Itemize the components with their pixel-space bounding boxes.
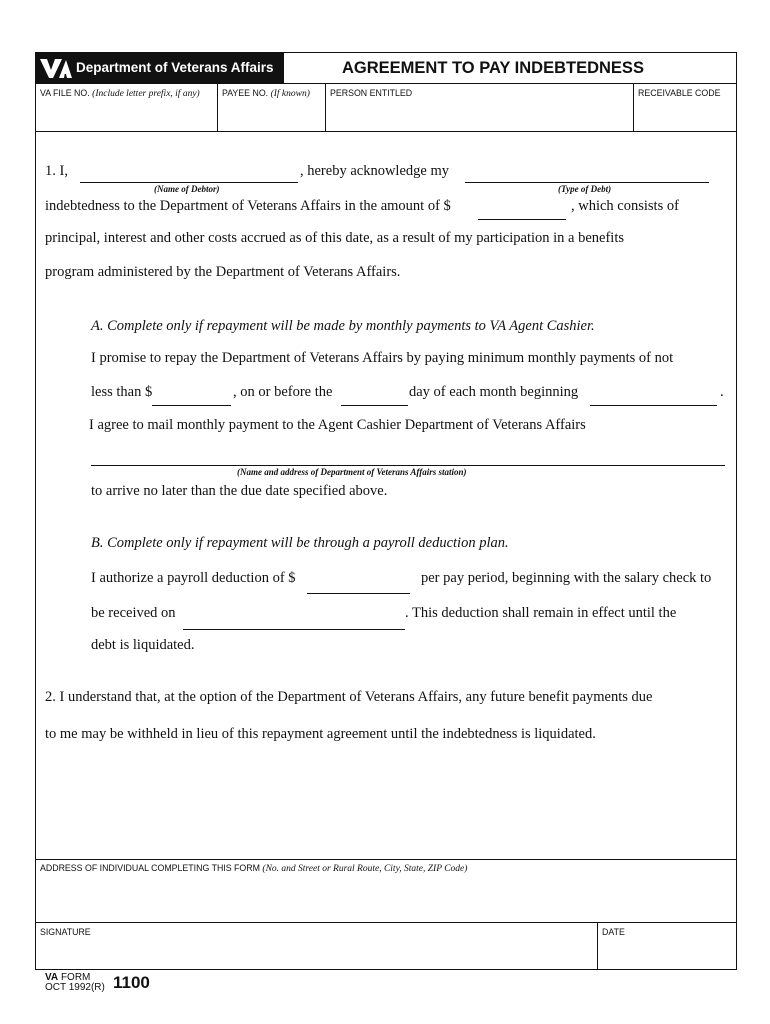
- option-a-each-month: day of each month beginning: [409, 384, 579, 400]
- option-b-heading: B. Complete only if repayment will be through a payroll deduction plan.: [91, 535, 509, 551]
- divider: [36, 131, 736, 132]
- section1-line4: program administered by the Department of Veterans Affairs.: [45, 264, 401, 280]
- option-b-received-on: be received on: [91, 605, 176, 621]
- divider: [36, 83, 736, 84]
- section1-acknowledge: , hereby acknowledge my: [300, 163, 449, 179]
- divider: [36, 922, 736, 923]
- va-file-no-label: VA FILE NO.: [40, 88, 90, 98]
- form-revision: OCT 1992(R): [45, 982, 105, 993]
- address-note: (No. and Street or Rural Route, City, State, ZIP Code): [262, 864, 468, 874]
- option-a-period: .: [720, 384, 724, 400]
- section1-consists-text: , which consists of: [571, 198, 679, 214]
- name-of-debtor-caption: (Name of Debtor): [154, 184, 220, 194]
- payee-no-field[interactable]: [222, 88, 310, 100]
- day-of-month-input[interactable]: [341, 405, 408, 406]
- section1-line3: principal, interest and other costs accrued as of this date, as a result of my participation in a benefits: [45, 230, 625, 246]
- salary-check-date-input[interactable]: [183, 629, 405, 630]
- address-field[interactable]: [40, 863, 467, 875]
- receivable-code-field[interactable]: RECEIVABLE CODE: [638, 88, 721, 98]
- debt-type-input[interactable]: [465, 182, 709, 183]
- section1-prefix: 1. I,: [45, 163, 68, 179]
- payee-no-label: PAYEE NO.: [222, 88, 269, 98]
- station-caption: (Name and address of Department of Veterans Affairs station): [237, 467, 467, 477]
- address-label: ADDRESS OF INDIVIDUAL COMPLETING THIS FORM: [40, 863, 260, 873]
- divider: [217, 83, 218, 131]
- form-frame: [35, 52, 737, 970]
- va-file-no-field[interactable]: [40, 88, 212, 100]
- option-b-authorize: I authorize a payroll deduction of $: [91, 570, 296, 586]
- signature-field[interactable]: SIGNATURE: [40, 927, 91, 937]
- divider: [597, 922, 598, 969]
- section2-line1: 2. I understand that, at the option of the Department of Veterans Affairs, any future benefit payments due: [45, 689, 653, 705]
- form-number: 1100: [113, 973, 150, 992]
- debtor-name-input[interactable]: [80, 182, 298, 183]
- amount-input[interactable]: [478, 219, 566, 220]
- divider: [633, 83, 634, 131]
- option-a-less-than: less than $: [91, 384, 153, 400]
- va-logo-icon: [39, 56, 73, 80]
- date-field[interactable]: DATE: [602, 927, 625, 937]
- option-a-line4: to arrive no later than the due date specified above.: [91, 483, 388, 499]
- form-title: AGREEMENT TO PAY INDEBTEDNESS: [342, 59, 644, 77]
- option-a-line3: I agree to mail monthly payment to the Agent Cashier Department of Veterans Affairs: [89, 417, 586, 433]
- person-entitled-field[interactable]: PERSON ENTITLED: [330, 88, 413, 98]
- monthly-payment-input[interactable]: [152, 405, 231, 406]
- divider: [36, 859, 736, 860]
- option-a-line1: I promise to repay the Department of Veterans Affairs by paying minimum monthly payments of not: [91, 350, 674, 366]
- type-of-debt-caption: (Type of Debt): [558, 184, 612, 194]
- beginning-date-input[interactable]: [590, 405, 717, 406]
- va-file-no-note: (Include letter prefix, if any): [92, 89, 200, 99]
- va-station-input[interactable]: [91, 465, 725, 466]
- payroll-deduction-input[interactable]: [307, 593, 410, 594]
- department-name: Department of Veterans Affairs: [76, 60, 274, 75]
- option-a-heading: A. Complete only if repayment will be made by monthly payments to VA Agent Cashier.: [91, 318, 595, 334]
- option-b-deduction-text: . This deduction shall remain in effect until the: [405, 605, 677, 621]
- section2-line2: to me may be withheld in lieu of this repayment agreement until the indebtedness is liquidated.: [45, 726, 596, 742]
- payee-no-note: (If known): [270, 89, 310, 99]
- form-word: FORM: [60, 972, 91, 983]
- option-a-on-or-before: , on or before the: [233, 384, 333, 400]
- divider: [325, 83, 326, 131]
- form-va: VA: [45, 972, 59, 983]
- option-b-line3: debt is liquidated.: [91, 637, 195, 653]
- section1-amount-text: indebtedness to the Department of Veterans Affairs in the amount of $: [45, 198, 451, 214]
- option-b-pay-period: per pay period, beginning with the salary check to: [421, 570, 712, 586]
- department-header: [36, 53, 284, 83]
